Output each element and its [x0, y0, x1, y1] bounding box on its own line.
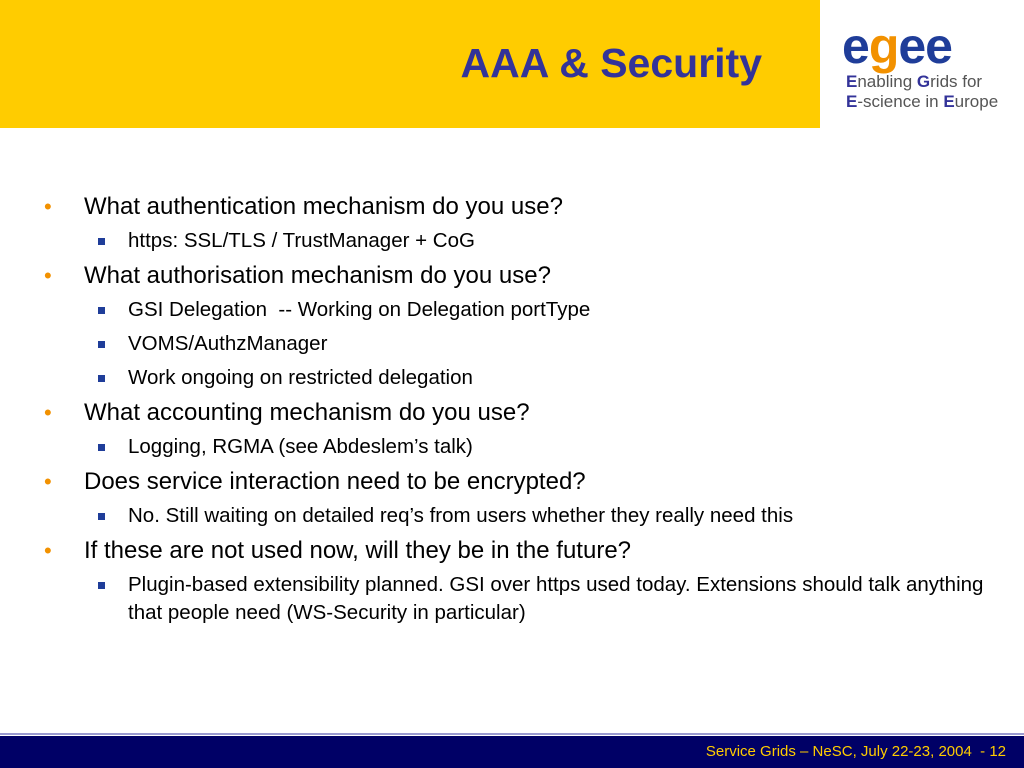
logo-tag-cap: E	[846, 72, 858, 91]
logo-tag-cap: G	[916, 72, 931, 91]
bullet-dot-icon: •	[44, 469, 52, 494]
footer-text: Service Grids – NeSC, July 22-23, 2004 - 12	[705, 743, 1006, 760]
logo-letter-g: g	[868, 18, 899, 74]
footer-divider	[0, 733, 1024, 735]
logo-tagline-line1	[846, 72, 998, 92]
logo-letter-e: e	[842, 18, 869, 74]
bullet-item	[44, 261, 984, 291]
slide-content	[44, 192, 984, 633]
sub-bullet-item	[44, 364, 984, 392]
sub-bullet-text: Plugin-based extensibility planned. GSI over https used today. Extensions should talk anything that people need (WS-Security in particular)	[128, 573, 984, 624]
bullet-text: What authentication mechanism do you use?	[84, 193, 563, 220]
sub-bullet-item	[44, 433, 984, 461]
sub-bullet-item	[44, 571, 984, 627]
slide-title: AAA & Security	[460, 40, 762, 86]
bullet-text: Does service interaction need to be encrypted?	[84, 468, 586, 495]
logo-tag-cap: E	[846, 92, 858, 111]
bullet-dot-icon: •	[44, 263, 52, 288]
logo-letters-ee: ee	[898, 18, 952, 74]
logo-tagline	[846, 72, 998, 112]
sub-bullet-text: https: SSL/TLS / TrustManager + CoG	[128, 229, 475, 252]
bullet-dot-icon: •	[44, 400, 52, 425]
sub-bullet-item	[44, 227, 984, 255]
bullet-dot-icon: •	[44, 538, 52, 563]
egee-logo	[838, 20, 1018, 120]
bullet-item	[44, 467, 984, 497]
square-bullet-icon	[98, 582, 105, 589]
sub-bullet-item	[44, 330, 984, 358]
square-bullet-icon	[98, 307, 105, 314]
square-bullet-icon	[98, 238, 105, 245]
bullet-text: What accounting mechanism do you use?	[84, 399, 530, 426]
sub-bullet-text: Work ongoing on restricted delegation	[128, 366, 473, 389]
logo-tagline-line2	[846, 92, 998, 112]
bullet-item	[44, 536, 984, 566]
square-bullet-icon	[98, 341, 105, 348]
sub-bullet-item	[44, 502, 984, 530]
logo-tag-text: urope	[954, 92, 999, 111]
square-bullet-icon	[98, 444, 105, 451]
square-bullet-icon	[98, 513, 105, 520]
bullet-text: If these are not used now, will they be in the future?	[84, 537, 632, 564]
logo-tag-cap: E	[943, 92, 955, 111]
bullet-item	[44, 192, 984, 222]
footer-bar	[0, 736, 1024, 768]
sub-bullet-text: VOMS/AuthzManager	[128, 332, 328, 355]
square-bullet-icon	[98, 375, 105, 382]
logo-tag-text: -science in	[857, 92, 944, 111]
header-band	[0, 0, 820, 128]
sub-bullet-text: Logging, RGMA (see Abdeslem’s talk)	[128, 435, 473, 458]
sub-bullet-item	[44, 296, 984, 324]
logo-wordmark	[842, 20, 952, 72]
logo-tag-text: rids for	[930, 72, 983, 91]
bullet-dot-icon: •	[44, 194, 52, 219]
bullet-item	[44, 398, 984, 428]
sub-bullet-text: No. Still waiting on detailed req’s from users whether they really need this	[128, 504, 794, 527]
bullet-text: What authorisation mechanism do you use?	[84, 262, 551, 289]
logo-tag-text: nabling	[857, 72, 917, 91]
sub-bullet-text: GSI Delegation -- Working on Delegation portType	[128, 298, 591, 321]
